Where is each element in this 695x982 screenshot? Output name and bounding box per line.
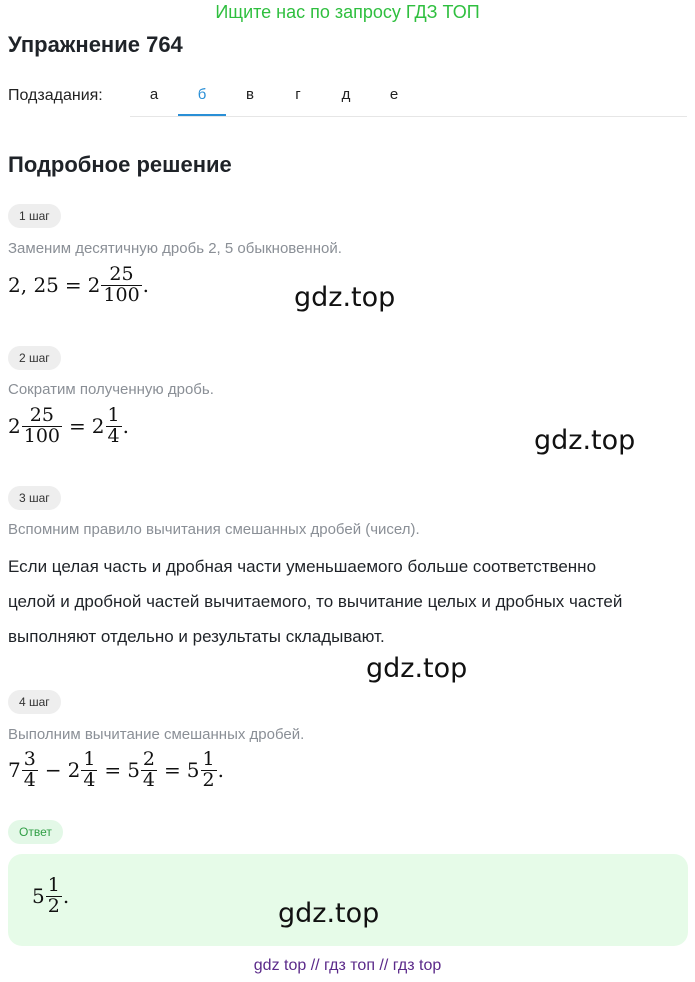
whole-part: 5 bbox=[32, 884, 45, 909]
numerator: 25 bbox=[109, 263, 134, 285]
fraction bbox=[22, 750, 38, 791]
tab-g[interactable]: г bbox=[295, 86, 301, 103]
fraction bbox=[46, 876, 62, 917]
equals-sign: = bbox=[104, 758, 122, 783]
search-banner: Ищите нас по запросу ГДЗ ТОП bbox=[215, 2, 480, 22]
period: . bbox=[142, 273, 150, 298]
tab-v[interactable]: в bbox=[246, 86, 254, 103]
exercise-title: Упражнение 764 bbox=[8, 32, 183, 57]
step-1-hint: Заменим десятичную дробь 2, 5 обыкновенной. bbox=[8, 240, 342, 257]
whole-part: 2 bbox=[8, 414, 21, 439]
solution-heading: Подробное решение bbox=[8, 152, 232, 177]
step-1-formula bbox=[8, 265, 149, 306]
whole-part: 5 bbox=[127, 758, 140, 783]
equals-sign: = bbox=[64, 273, 82, 298]
denominator: 4 bbox=[23, 768, 36, 791]
subtasks-tabs bbox=[130, 76, 687, 117]
step-4-formula bbox=[8, 750, 224, 791]
fraction bbox=[22, 406, 62, 447]
minus-sign: − bbox=[44, 758, 62, 783]
numerator: 1 bbox=[107, 404, 120, 426]
step-3-badge: 3 шаг bbox=[8, 486, 61, 510]
subtasks-label: Подзадания: bbox=[8, 87, 103, 104]
denominator: 4 bbox=[142, 768, 156, 791]
whole-part: 2 bbox=[67, 758, 81, 783]
whole-part: 5 bbox=[186, 758, 200, 783]
step-1-badge: 1 шаг bbox=[8, 204, 61, 228]
answer-formula bbox=[32, 876, 69, 917]
denominator: 4 bbox=[83, 768, 96, 791]
watermark: gdz.top bbox=[278, 898, 380, 929]
answer-badge: Ответ bbox=[8, 820, 63, 844]
footer-links[interactable]: gdz top // гдз топ // гдз top bbox=[253, 957, 442, 974]
denominator: 4 bbox=[107, 424, 120, 447]
denominator: 100 bbox=[103, 283, 140, 306]
numerator: 1 bbox=[202, 748, 215, 770]
step-3-rule-text bbox=[8, 549, 688, 654]
step-2-badge: 2 шаг bbox=[8, 346, 61, 370]
period: . bbox=[122, 414, 129, 439]
equals-sign: = bbox=[164, 758, 181, 783]
numerator: 2 bbox=[142, 748, 156, 770]
step-4-hint: Выполним вычитание смешанных дробей. bbox=[8, 726, 305, 743]
period: . bbox=[217, 758, 224, 783]
period: . bbox=[62, 884, 70, 909]
equals-sign: = bbox=[69, 414, 86, 439]
rule-line: выполняют отдельно и результаты складывают. bbox=[8, 627, 385, 646]
rule-line: целой и дробной частей вычитаемого, то вычитание целых и дробных частей bbox=[8, 592, 623, 611]
tab-e[interactable]: е bbox=[389, 86, 399, 103]
tab-b[interactable]: б bbox=[178, 76, 226, 116]
whole-part: 2 bbox=[91, 414, 105, 439]
numerator: 3 bbox=[23, 748, 36, 770]
step-3-hint: Вспомним правило вычитания смешанных дробей (чисел). bbox=[8, 521, 420, 538]
fraction bbox=[101, 265, 141, 306]
numerator: 1 bbox=[47, 874, 60, 896]
step-1-lhs: 2, 25 bbox=[8, 273, 59, 298]
watermark: gdz.top bbox=[534, 425, 636, 456]
tab-d[interactable]: д bbox=[341, 86, 351, 103]
fraction bbox=[201, 750, 217, 791]
denominator: 2 bbox=[202, 768, 215, 791]
fraction bbox=[81, 750, 97, 791]
rule-line: Если целая часть и дробная части уменьшаемого больше соответственно bbox=[8, 557, 597, 576]
watermark: gdz.top bbox=[294, 282, 396, 313]
denominator: 100 bbox=[23, 424, 60, 447]
fraction bbox=[141, 750, 157, 791]
whole-part: 7 bbox=[8, 758, 21, 783]
step-2-formula bbox=[8, 406, 129, 447]
step-2-hint: Сократим полученную дробь. bbox=[8, 381, 214, 398]
watermark: gdz.top bbox=[366, 653, 468, 684]
step-4-badge: 4 шаг bbox=[8, 690, 61, 714]
denominator: 2 bbox=[47, 894, 60, 917]
fraction bbox=[106, 406, 122, 447]
whole-part: 2 bbox=[87, 273, 101, 298]
numerator: 25 bbox=[29, 404, 54, 426]
tab-a[interactable]: а bbox=[149, 86, 159, 103]
numerator: 1 bbox=[83, 748, 96, 770]
